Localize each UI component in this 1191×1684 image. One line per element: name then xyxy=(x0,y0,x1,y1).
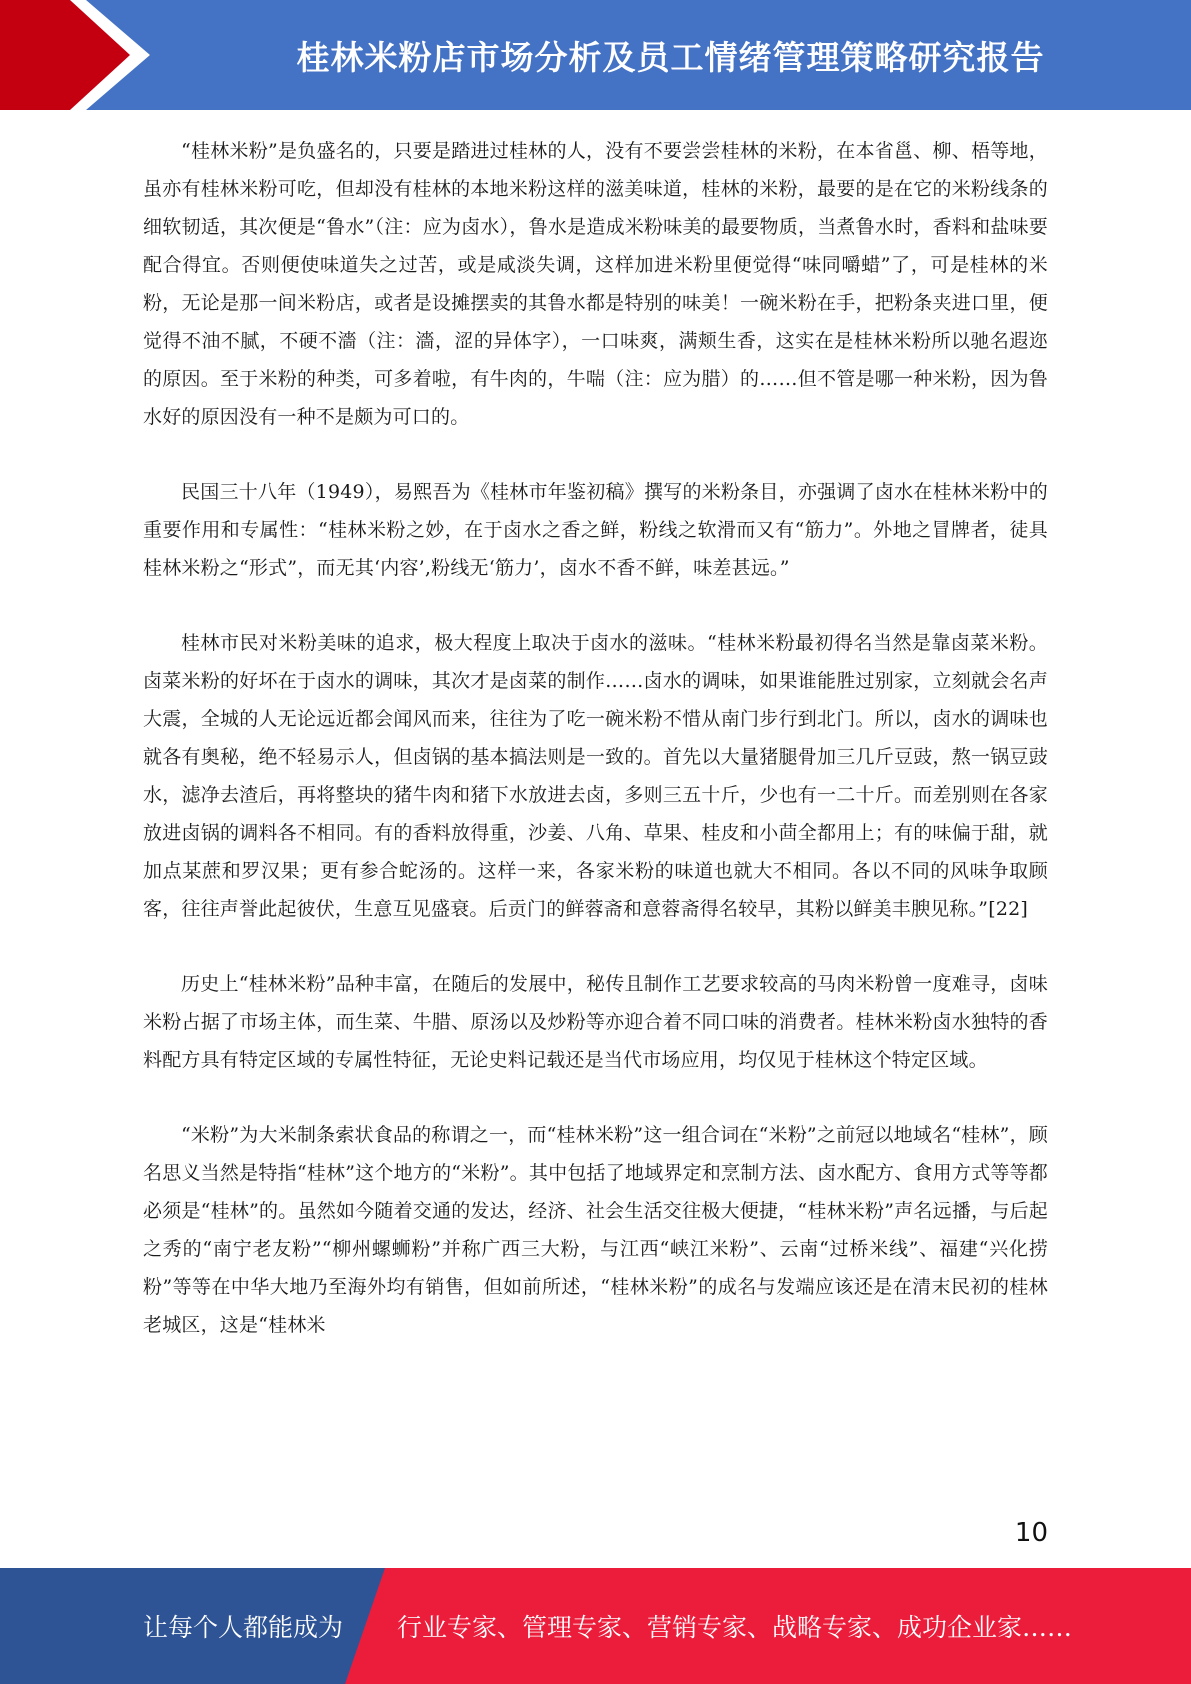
page-header xyxy=(0,0,1191,110)
article-body xyxy=(143,132,1048,1381)
paragraph-1: “桂林米粉”是负盛名的，只要是踏进过桂林的人，没有不要尝尝桂林的米粉，在本省邕、柳、梧等地，虽亦有桂林米粉可吃，但却没有桂林的本地米粉这样的滋美味道，桂林的米粉，最要的是在它的米粉线条的细软韧适，其次便是“鲁水”（注：应为卤水），鲁水是造成米粉味美的最要物质，当煮鲁水时，香料和盐味要配合得宜。否则便使味道失之过苦，或是咸淡失调，这样加进米粉里便觉得“味同嚼蜡”了，可是桂林的米粉，无论是那一间米粉店，或者是设摊摆卖的其鲁水都是特别的味美！一碗米粉在手，把粉条夹进口里，便觉得不油不腻，不硬不濇（注：濇，涩的异体字），一口味爽，满颊生香，这实在是桂林米粉所以驰名遐迩的原因。至于米粉的种类，可多着啦，有牛肉的，牛喘（注：应为腊）的……但不管是哪一种米粉，因为鲁水好的原因没有一种不是颇为可口的。 xyxy=(143,140,1048,428)
footer-slogan-left: 让每个人都能成为 xyxy=(143,1613,344,1642)
report-title: 桂林米粉店市场分析及员工情绪管理策略研究报告 xyxy=(296,37,1045,77)
paragraph-2: 民国三十八年（1949），易熙吾为《桂林市年鉴初稿》撰写的米粉条目，亦强调了卤水在桂林米粉中的重要作用和专属性：“桂林米粉之妙，在于卤水之香之鲜，粉线之软滑而又有“筋力”。外地之冒牌者，徒具桂林米粉之“形式”，而无其‘内容’,粉线无‘筋力’，卤水不香不鲜，味差甚远。” xyxy=(143,481,1048,579)
paragraph-3: 桂林市民对米粉美味的追求，极大程度上取决于卤水的滋味。“桂林米粉最初得名当然是靠卤菜米粉。卤菜米粉的好坏在于卤水的调味，其次才是卤菜的制作……卤水的调味，如果谁能胜过别家，立刻就会名声大震，全城的人无论远近都会闻风而来，往往为了吃一碗米粉不惜从南门步行到北门。所以，卤水的调味也就各有奥秘，绝不轻易示人，但卤锅的基本搞法则是一致的。首先以大量猪腿骨加三几斤豆豉，熬一锅豆豉水，滤净去渣后，再将整块的猪牛肉和猪下水放进去卤，多则三五十斤，少也有一二十斤。而差别则在各家放进卤锅的调料各不相同。有的香料放得重，沙姜、八角、草果、桂皮和小茴全都用上；有的味偏于甜，就加点某蔗和罗汉果；更有参合蛇汤的。这样一来，各家米粉的味道也就大不相同。各以不同的风味争取顾客，往往声誉此起彼伏，生意互见盛衰。后贡门的鲜蓉斋和意蓉斋得名较早，其粉以鲜美丰腴见称。”[22] xyxy=(143,632,1048,920)
page-footer xyxy=(0,1568,1191,1684)
footer-slogan-right: 行业专家、管理专家、营销专家、战略专家、成功企业家…… xyxy=(397,1613,1073,1642)
paragraph-4: 历史上“桂林米粉”品种丰富，在随后的发展中，秘传且制作工艺要求较高的马肉米粉曾一度难寻，卤味米粉占据了市场主体，而生菜、牛腊、原汤以及炒粉等亦迎合着不同口味的消费者。桂林米粉卤水独特的香料配方具有特定区域的专属性特征，无论史料记载还是当代市场应用，均仅见于桂林这个特定区域。 xyxy=(143,973,1048,1071)
paragraph-5: “米粉”为大米制条索状食品的称谓之一，而“桂林米粉”这一组合词在“米粉”之前冠以地域名“桂林”，顾名思义当然是特指“桂林”这个地方的“米粉”。其中包括了地域界定和烹制方法、卤水配方、食用方式等等都必须是“桂林”的。虽然如今随着交通的发达，经济、社会生活交往极大便捷，“桂林米粉”声名远播，与后起之秀的“南宁老友粉”“柳州螺蛳粉”并称广西三大粉，与江西“峡江米粉”、云南“过桥米线”、福建“兴化捞粉”等等在中华大地乃至海外均有销售，但如前所述，“桂林米粉”的成名与发端应该还是在清末民初的桂林老城区，这是“桂林米 xyxy=(143,1124,1048,1336)
page-number: 10 xyxy=(1014,1518,1048,1548)
